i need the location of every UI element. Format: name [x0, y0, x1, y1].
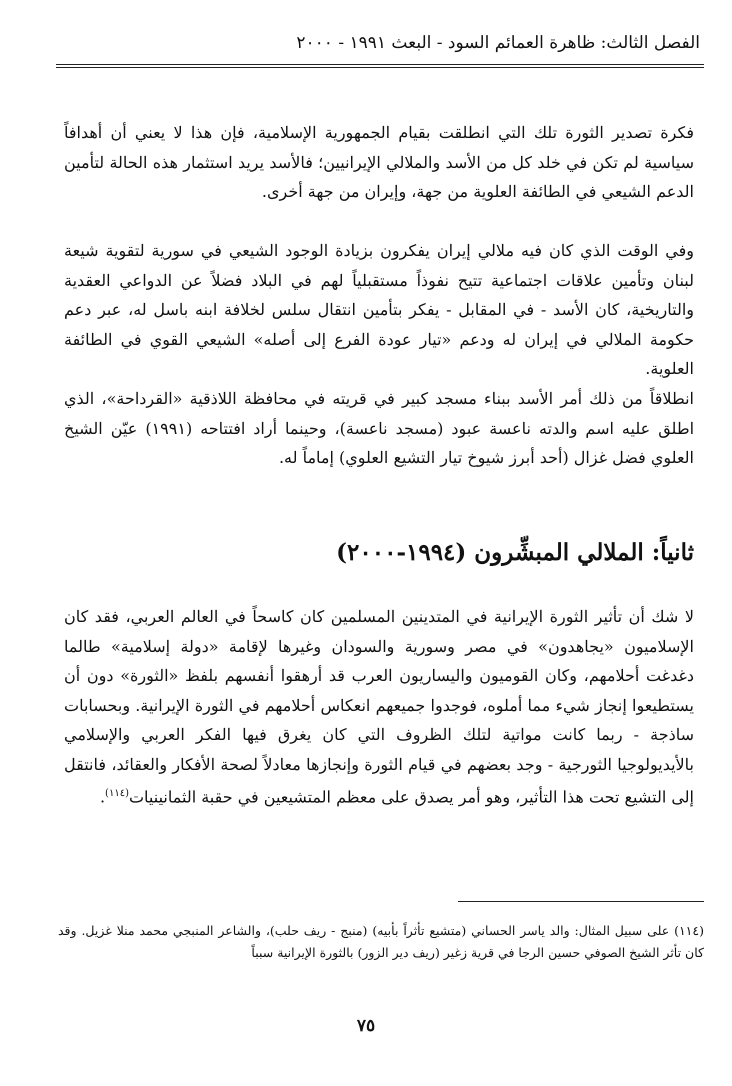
paragraph-3: انطلاقاً من ذلك أمر الأسد ببناء مسجد كبير في قريته في محافظة اللاذقية «القرداحة»، الذي اطلق عليه اسم والدته ناعسة عبود (مسجد ناعسة)، وحينما أراد افتتاحه (١٩٩١) عيّن الشيخ العلوي فضل غزال (أحد أبرز شيوخ تيار التشيع العلوي) إماماً له. [64, 389, 695, 467]
section-heading: ثانياً: الملالي المبشِّرون (١٩٩٤-٢٠٠٠) [336, 539, 694, 566]
running-header [60, 32, 700, 54]
paragraph-4 [64, 602, 694, 812]
paragraph-2: وفي الوقت الذي كان فيه ملالي إيران يفكرون بزيادة الوجود الشيعي في سورية لتقوية شيعة لبنان وتأمين علاقات اجتماعية تتيح نفوذاً مستقبلياً لهم في البلاد فضلاً عن الدواعي العقدية والتاريخية، كان الأسد - في المقابل - يفكر بتأمين انتقال سلس لخلافة ابنه باسل له، عبر دعم حكومة الملالي في إيران له ودعم «تيار عودة الفرع إلى أصله» الشيعي القوي في الطائفة العلوية. [64, 241, 694, 378]
footnote-114: (١١٤) على سبيل المثال: والد ياسر الحساني (متشيع تأثراً بأبيه) (منبج - ريف حلب)، والشاعر المنبجي محمد منلا غزيل. وقد كان تأثر الشيخ الصوفي حسين الرجا في قرية زغير (ريف دير الزور) بالثورة الإيرانية سبباً [58, 923, 704, 960]
paragraph-1: فكرة تصدير الثورة تلك التي انطلقت بقيام الجمهورية الإسلامية، فإن هذا لا يعني أن أهدافاً سياسية لم تكن في خلد كل من الأسد والملالي الإيرانيين؛ فالأسد يريد استثمار هذه الحالة لتأمين الدعم الشيعي في الطائفة العلوية من جهة، وإيران من جهة أخرى. [64, 123, 694, 201]
footnote-reference: (١١٤) [105, 788, 129, 799]
chapter-title: الفصل الثالث: ظاهرة العمائم السود - البعث ١٩٩١ - ٢٠٠٠ [296, 33, 700, 53]
paragraph-4-end: . [99, 787, 106, 807]
page-number: ٧٥ [356, 1016, 376, 1036]
paragraph-4-text: لا شك أن تأثير الثورة الإيرانية في المتدينين المسلمين كان كاسحاً في العالم العربي، فقد كان الإسلاميون «يجاهدون» في مصر وسورية والسودان وغيرها لإقامة «دولة إسلامية» طالما دغدغت أحلامهم، وكان القوميون واليساريون العرب قد أرهقوا أنفسهم بلفظ «الثورة» دون أن يستطيعوا إنجاز شيء مما أملوه، فوجدوا جميعهم انعكاس أحلامهم في الثورة الإيرانية. وبحسابات ساذجة - ربما كانت مواتية لتلك الظروف التي كان يغرق فيها الفكر العربي والإسلامي بالأيديولوجيا الثورجية - وجد بعضهم في قيام الثورة وإنجازها معادلاً لصحة الأفكار والعقائد، فانتقل إلى التشيع تحت هذا التأثير، وهو أمر يصدق على معظم المتشيعين في حقبة الثمانينيات [64, 607, 694, 807]
footnote-divider [458, 901, 704, 902]
header-divider [56, 64, 704, 68]
